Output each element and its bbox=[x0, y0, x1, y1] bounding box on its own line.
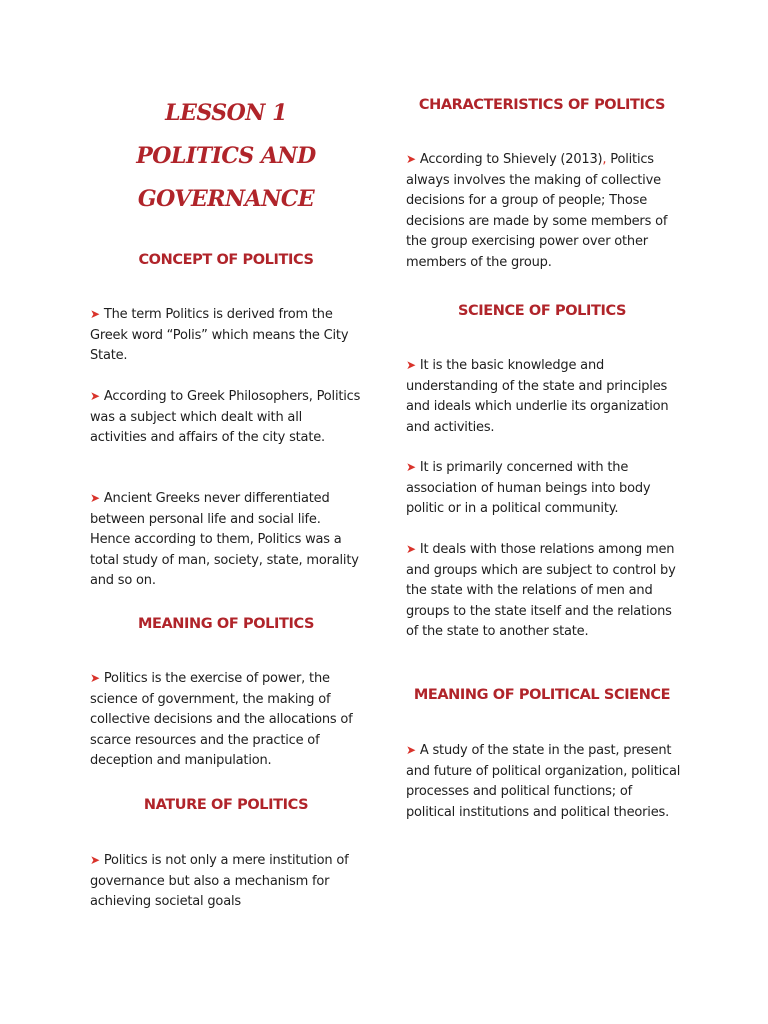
paragraph-text: Politics is the exercise of power, the science of government, the making of collective decisions and the allocations of scarce resources and the practice of deception and manipulation. bbox=[90, 671, 353, 768]
heading-nature-of-politics: NATURE OF POLITICS bbox=[143, 797, 309, 813]
arrow-bullet-icon: ➤ bbox=[90, 671, 100, 685]
paragraph-science-1 bbox=[406, 355, 682, 438]
arrow-bullet-icon: ➤ bbox=[90, 307, 100, 321]
paragraph-text: A study of the state in the past, present and future of political organization, political processes and political functions; of political institutions and political theories. bbox=[406, 743, 681, 820]
title-line-1: LESSON 1 bbox=[165, 100, 287, 126]
paragraph-text: Ancient Greeks never differentiated between personal life and social life. Hence according to them, Politics was a total study of man, society, state, morality and so on. bbox=[90, 491, 359, 588]
heading-concept-of-politics: CONCEPT OF POLITICS bbox=[138, 252, 314, 268]
paragraph-meaning-1 bbox=[90, 668, 362, 772]
arrow-bullet-icon: ➤ bbox=[406, 460, 416, 474]
arrow-bullet-icon: ➤ bbox=[406, 542, 416, 556]
title-line-3: GOVERNANCE bbox=[137, 186, 315, 212]
heading-meaning-of-political-science: MEANING OF POLITICAL SCIENCE bbox=[413, 687, 671, 703]
paragraph-science-3 bbox=[406, 539, 682, 643]
heading-science-of-politics: SCIENCE OF POLITICS bbox=[457, 303, 627, 319]
arrow-bullet-icon: ➤ bbox=[90, 853, 100, 867]
paragraph-text: Politics is not only a mere institution of governance but also a mechanism for achieving societal goals bbox=[90, 853, 349, 909]
heading-meaning-of-politics: MEANING OF POLITICS bbox=[137, 616, 315, 632]
paragraph-text: According to Shievely (2013) bbox=[419, 152, 603, 167]
red-comma: , bbox=[602, 152, 607, 167]
paragraph-concept-3 bbox=[90, 488, 362, 592]
paragraph-science-2 bbox=[406, 457, 682, 520]
paragraph-characteristics-1 bbox=[406, 149, 682, 273]
paragraph-concept-2 bbox=[90, 386, 362, 449]
arrow-bullet-icon: ➤ bbox=[406, 152, 416, 166]
heading-characteristics-of-politics: CHARACTERISTICS OF POLITICS bbox=[418, 97, 666, 113]
paragraph-text: It is the basic knowledge and understanding of the state and principles and ideals which underlie its organization and activities. bbox=[406, 358, 669, 435]
paragraph-nature-1 bbox=[90, 850, 362, 913]
paragraph-text: The term Politics is derived from the Greek word “Polis” which means the City State. bbox=[90, 307, 349, 363]
paragraph-text: Politics always involves the making of collective decisions for a group of people; Those decisions are made by some members of the group exercising power over other members of the group. bbox=[406, 152, 668, 270]
paragraph-text: According to Greek Philosophers, Politics was a subject which dealt with all activities and affairs of the city state. bbox=[90, 389, 361, 445]
arrow-bullet-icon: ➤ bbox=[90, 491, 100, 505]
arrow-bullet-icon: ➤ bbox=[406, 743, 416, 757]
arrow-bullet-icon: ➤ bbox=[406, 358, 416, 372]
paragraph-text: It is primarily concerned with the association of human beings into body politic or in a political community. bbox=[406, 460, 651, 516]
paragraph-concept-1 bbox=[90, 304, 362, 367]
paragraph-political-science-1 bbox=[406, 740, 682, 823]
title-line-2: POLITICS AND bbox=[136, 143, 316, 169]
lesson-title bbox=[90, 92, 362, 221]
paragraph-text: It deals with those relations among men and groups which are subject to control by the state with the relations of men and groups to the state itself and the relations of the state to another state. bbox=[406, 542, 676, 639]
arrow-bullet-icon: ➤ bbox=[90, 389, 100, 403]
